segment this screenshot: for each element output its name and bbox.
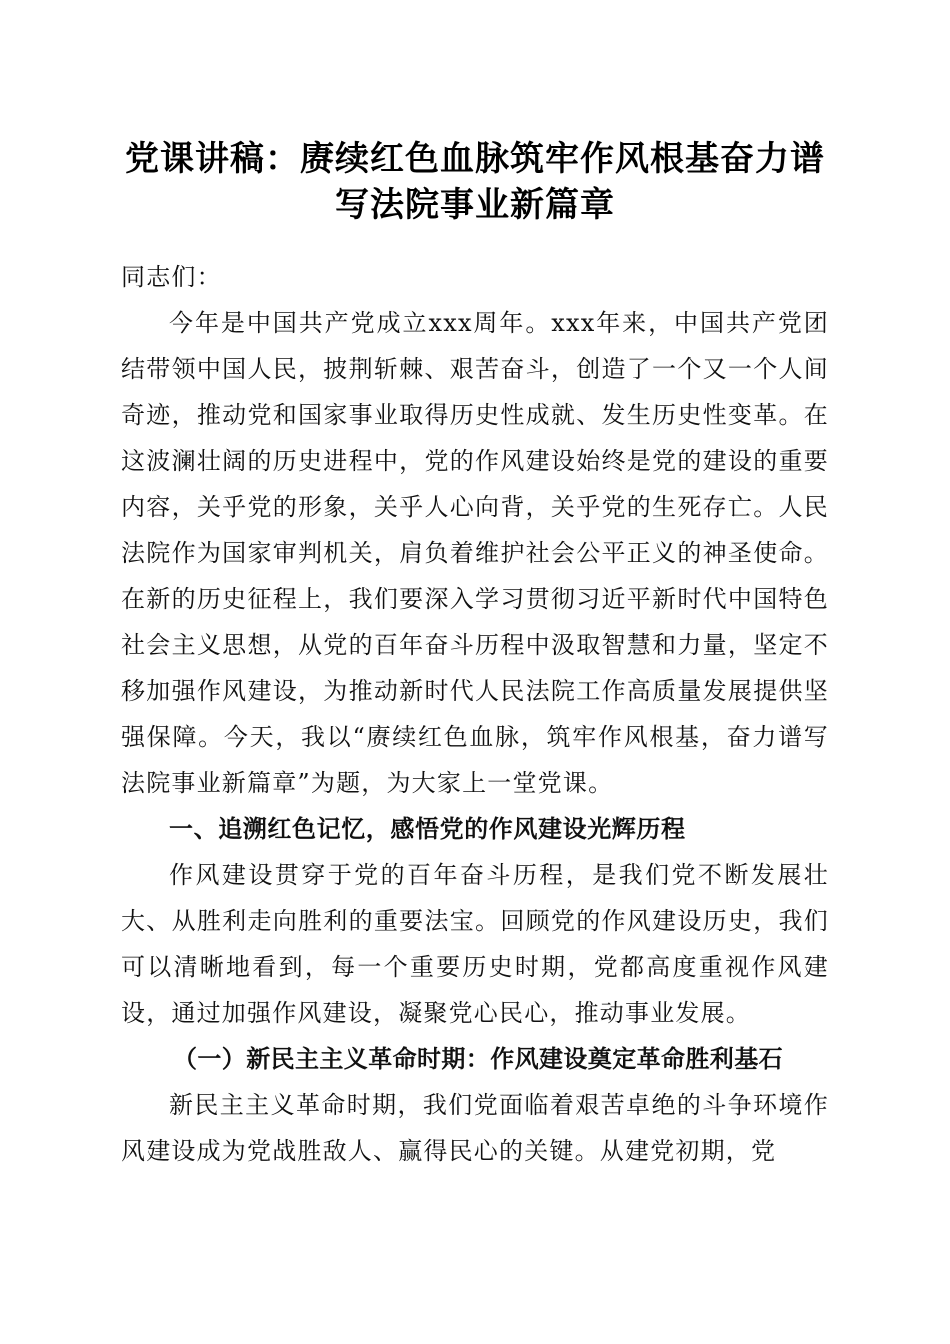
salutation: 同志们： [121,263,222,291]
paragraph-section-1: 作风建设贯穿于党的百年奋斗历程，是我们党不断发展壮大、从胜利走向胜利的重要法宝。回顾党的作风建设历史，我们可以清晰地看到，每一个重要历史时期，党都高度重视作风建设，通过加强作风建设，凝聚党心民心，推动事业发展。 [121,861,829,1027]
document-title [100,136,850,228]
title-line-2: 写法院事业新篇章 [335,185,615,225]
paragraph-intro: 今年是中国共产党成立xxx周年。xxx年来，中国共产党团结带领中国人民，披荆斩棘、艰苦奋斗，创造了一个又一个人间奇迹，推动党和国家事业取得历史性成就、发生历史性变革。在这波澜壮阔的历史进程中，党的作风建设始终是党的建设的重要内容，关乎党的形象，关乎人心向背，关乎党的生死存亡。人民法院作为国家审判机关，肩负着维护社会公平正义的神圣使命。在新的历史征程上，我们要深入学习贯彻习近平新时代中国特色社会主义思想，从党的百年奋斗历程中汲取智慧和力量，坚定不移加强作风建设，为推动新时代人民法院工作高质量发展提供坚强保障。今天，我以“赓续红色血脉，筑牢作风根基，奋力谱写法院事业新篇章”为题，为大家上一堂党课。 [121,309,829,797]
title-line-1: 党课讲稿：赓续红色血脉筑牢作风根基奋力谱 [125,139,825,179]
subsection-heading-1: （一）新民主主义革命时期：作风建设奠定革命胜利基石 [173,1044,783,1073]
document-body [121,254,829,1174]
paragraph-subsection-1: 新民主主义革命时期，我们党面临着艰苦卓绝的斗争环境作风建设成为党战胜敌人、赢得民心的关键。从建党初期，党 [121,1091,829,1165]
section-heading-1: 一、追溯红色记忆，感悟党的作风建设光辉历程 [169,815,686,843]
